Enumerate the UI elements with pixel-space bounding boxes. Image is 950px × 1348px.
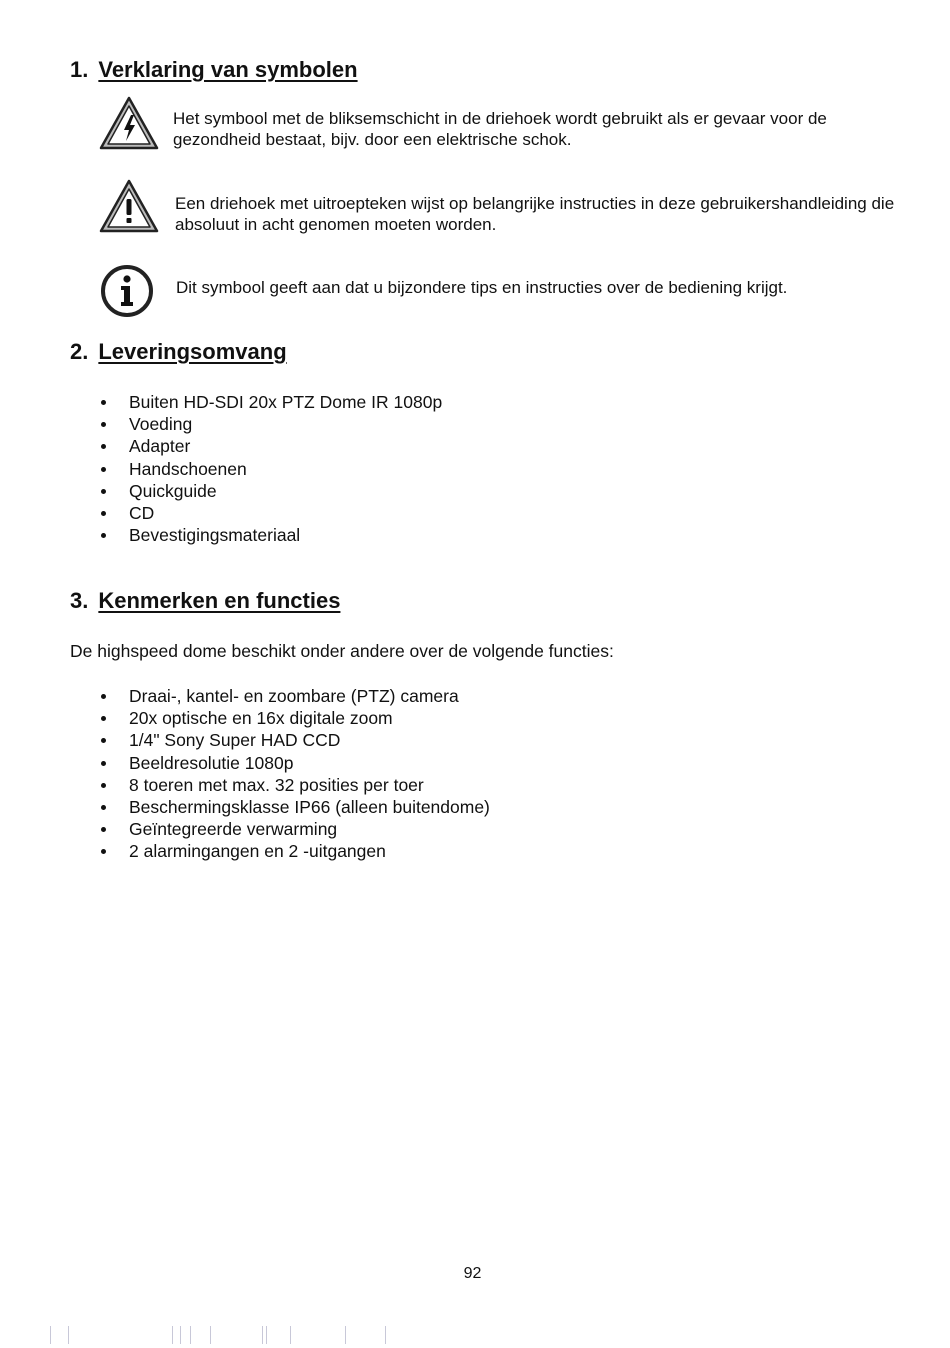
list-item: Voeding — [99, 413, 442, 435]
page-number: 92 — [463, 1265, 482, 1282]
symbol-description: Dit symbool geeft aan dat u bijzondere tips en instructies over de bediening krijgt. — [176, 278, 788, 297]
section-number: 1. — [70, 57, 89, 82]
features-list — [99, 685, 490, 863]
info-icon — [98, 263, 156, 319]
list-item: 1/4" Sony Super HAD CCD — [99, 729, 490, 751]
section-title: Verklaring van symbolen — [98, 57, 358, 82]
symbol-description: Het symbool met de bliksemschicht in de driehoek wordt gebruikt als er gevaar voor de gezondheid bestaat, bijv. door een elektrische schok. — [173, 109, 827, 149]
section-title: Kenmerken en functies — [98, 588, 341, 613]
list-item: Draai-, kantel- en zoombare (PTZ) camera — [99, 685, 490, 707]
list-item: 8 toeren met max. 32 posities per toer — [99, 774, 490, 796]
section-heading-symbols — [70, 57, 358, 83]
list-item: CD — [99, 502, 442, 524]
scan-marks — [0, 1322, 950, 1348]
exclamation-warning-icon — [98, 178, 160, 234]
section-title: Leveringsomvang — [98, 339, 287, 364]
section-number: 3. — [70, 588, 89, 613]
features-intro: De highspeed dome beschikt onder andere over de volgende functies: — [70, 641, 614, 661]
high-voltage-warning-icon — [98, 95, 160, 151]
list-item: Beschermingsklasse IP66 (alleen buitendome) — [99, 796, 490, 818]
list-item: Geïntegreerde verwarming — [99, 818, 490, 840]
list-item: Adapter — [99, 435, 442, 457]
list-item: Buiten HD-SDI 20x PTZ Dome IR 1080p — [99, 391, 442, 413]
section-heading-delivery — [70, 339, 287, 365]
list-item: Bevestigingsmateriaal — [99, 524, 442, 546]
list-item: Beeldresolutie 1080p — [99, 752, 490, 774]
symbol-description: Een driehoek met uitroepteken wijst op belangrijke instructies in deze gebruikershandleiding die absoluut in acht genomen moeten worden. — [175, 194, 895, 234]
symbol-row-high-voltage — [98, 95, 898, 155]
section-heading-features — [70, 588, 340, 614]
list-item: Quickguide — [99, 480, 442, 502]
list-item: Handschoenen — [99, 458, 442, 480]
list-item: 2 alarmingangen en 2 -uitgangen — [99, 840, 490, 862]
symbol-row-exclamation — [98, 178, 898, 238]
delivery-list — [99, 391, 442, 546]
list-item: 20x optische en 16x digitale zoom — [99, 707, 490, 729]
section-number: 2. — [70, 339, 89, 364]
symbol-row-info — [98, 263, 898, 323]
